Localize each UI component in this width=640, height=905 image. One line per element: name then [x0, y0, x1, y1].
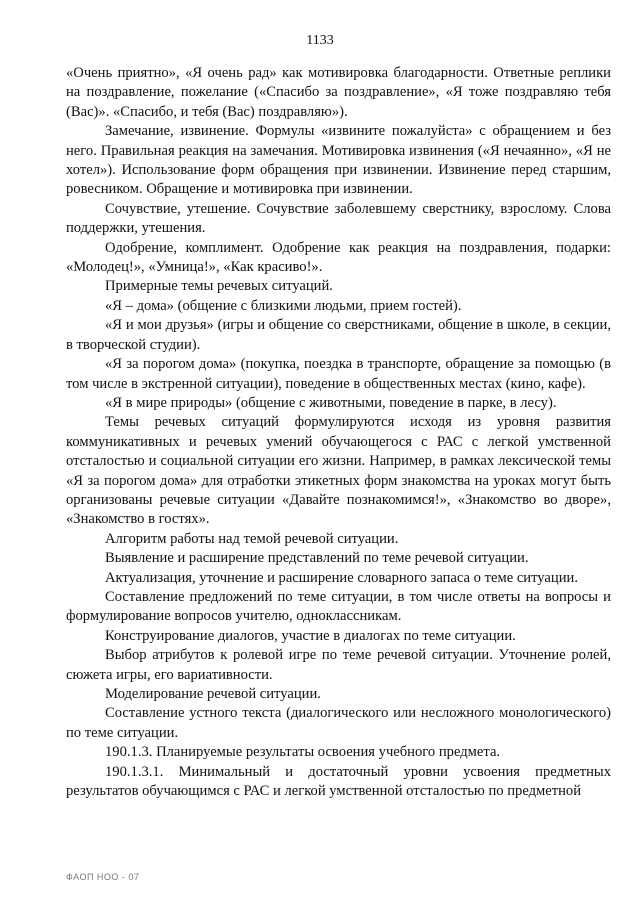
- paragraph: Выявление и расширение представлений по теме речевой ситуации.: [105, 550, 529, 567]
- footer-label: ФАОП НОО - 07: [66, 872, 140, 882]
- page-number: 1133: [306, 33, 334, 48]
- paragraph: «Я в мире природы» (общение с животными, поведение в парке, в лесу).: [105, 394, 557, 411]
- paragraph: Замечание, извинение. Формулы «извините пожалуйста» с обращением и без него. Правильная реакция на замечания. Мотивировка извинения («Я нечаянно», «Я не хотел»). Использование форм обращения при извинении. Извинение перед старшим, ровесником. Обращение и мотивировка при извинении.: [66, 123, 611, 198]
- paragraph: «Я – дома» (общение с близкими людьми, прием гостей).: [105, 297, 462, 314]
- paragraph: Составление устного текста (диалогического или несложного монологического) по теме ситуации.: [66, 705, 611, 741]
- paragraph: Примерные темы речевых ситуаций.: [105, 278, 333, 295]
- paragraph: 190.1.3. Планируемые результаты освоения учебного предмета.: [105, 744, 501, 761]
- paragraph: Моделирование речевой ситуации.: [105, 686, 321, 702]
- paragraph: Алгоритм работы над темой речевой ситуации.: [105, 530, 399, 547]
- paragraph: Темы речевых ситуаций формулируются исходя из уровня развития коммуникативных и речевых умений обучающегося с РАС с легкой умственной отсталостью и социальной ситуации его жизни. Например, в рамках лексической темы «Я за порогом дома» для отработки этикетных форм знакомства на уроках могут быть организованы речевые ситуации «Давайте познакомимся!», «Знакомство во дворе», «Знакомство в гостях».: [66, 414, 611, 528]
- document-body: [66, 64, 611, 801]
- paragraph: Одобрение, комплимент. Одобрение как реакция на поздравления, подарки: «Молодец!», «Умница!», «Как красиво!».: [66, 239, 611, 276]
- paragraph: Сочувствие, утешение. Сочувствие заболевшему сверстнику, взрослому. Слова поддержки, утешения.: [66, 200, 611, 237]
- paragraph: «Очень приятно», «Я очень рад» как мотивировка благодарности. Ответные реплики на поздравление, пожелание («Спасибо за поздравление», «Я тоже поздравляю тебя (Вас)». «Спасибо, и тебя (Вас) поздравляю»).: [66, 65, 611, 120]
- paragraph: Конструирование диалогов, участие в диалогах по теме ситуации.: [105, 627, 516, 644]
- paragraph: 190.1.3.1. Минимальный и достаточный уровни усвоения предметных результатов обучающимся с РАС и легкой умственной отсталостью по предметной: [66, 763, 611, 800]
- paragraph: «Я и мои друзья» (игры и общение со сверстниками, общение в школе, в секции, в творческой студии).: [66, 317, 611, 353]
- paragraph: Выбор атрибутов к ролевой игре по теме речевой ситуации. Уточнение ролей, сюжета игры, его вариативности.: [66, 647, 611, 683]
- paragraph: «Я за порогом дома» (покупка, поездка в транспорте, обращение за помощью (в том числе в экстренной ситуации), поведение в общественных местах (кино, кафе).: [66, 356, 611, 392]
- paragraph: Составление предложений по теме ситуации, в том числе ответы на вопросы и формулирование вопросов учителю, одноклассникам.: [66, 588, 611, 625]
- paragraph: Актуализация, уточнение и расширение словарного запаса о теме ситуации.: [105, 569, 578, 586]
